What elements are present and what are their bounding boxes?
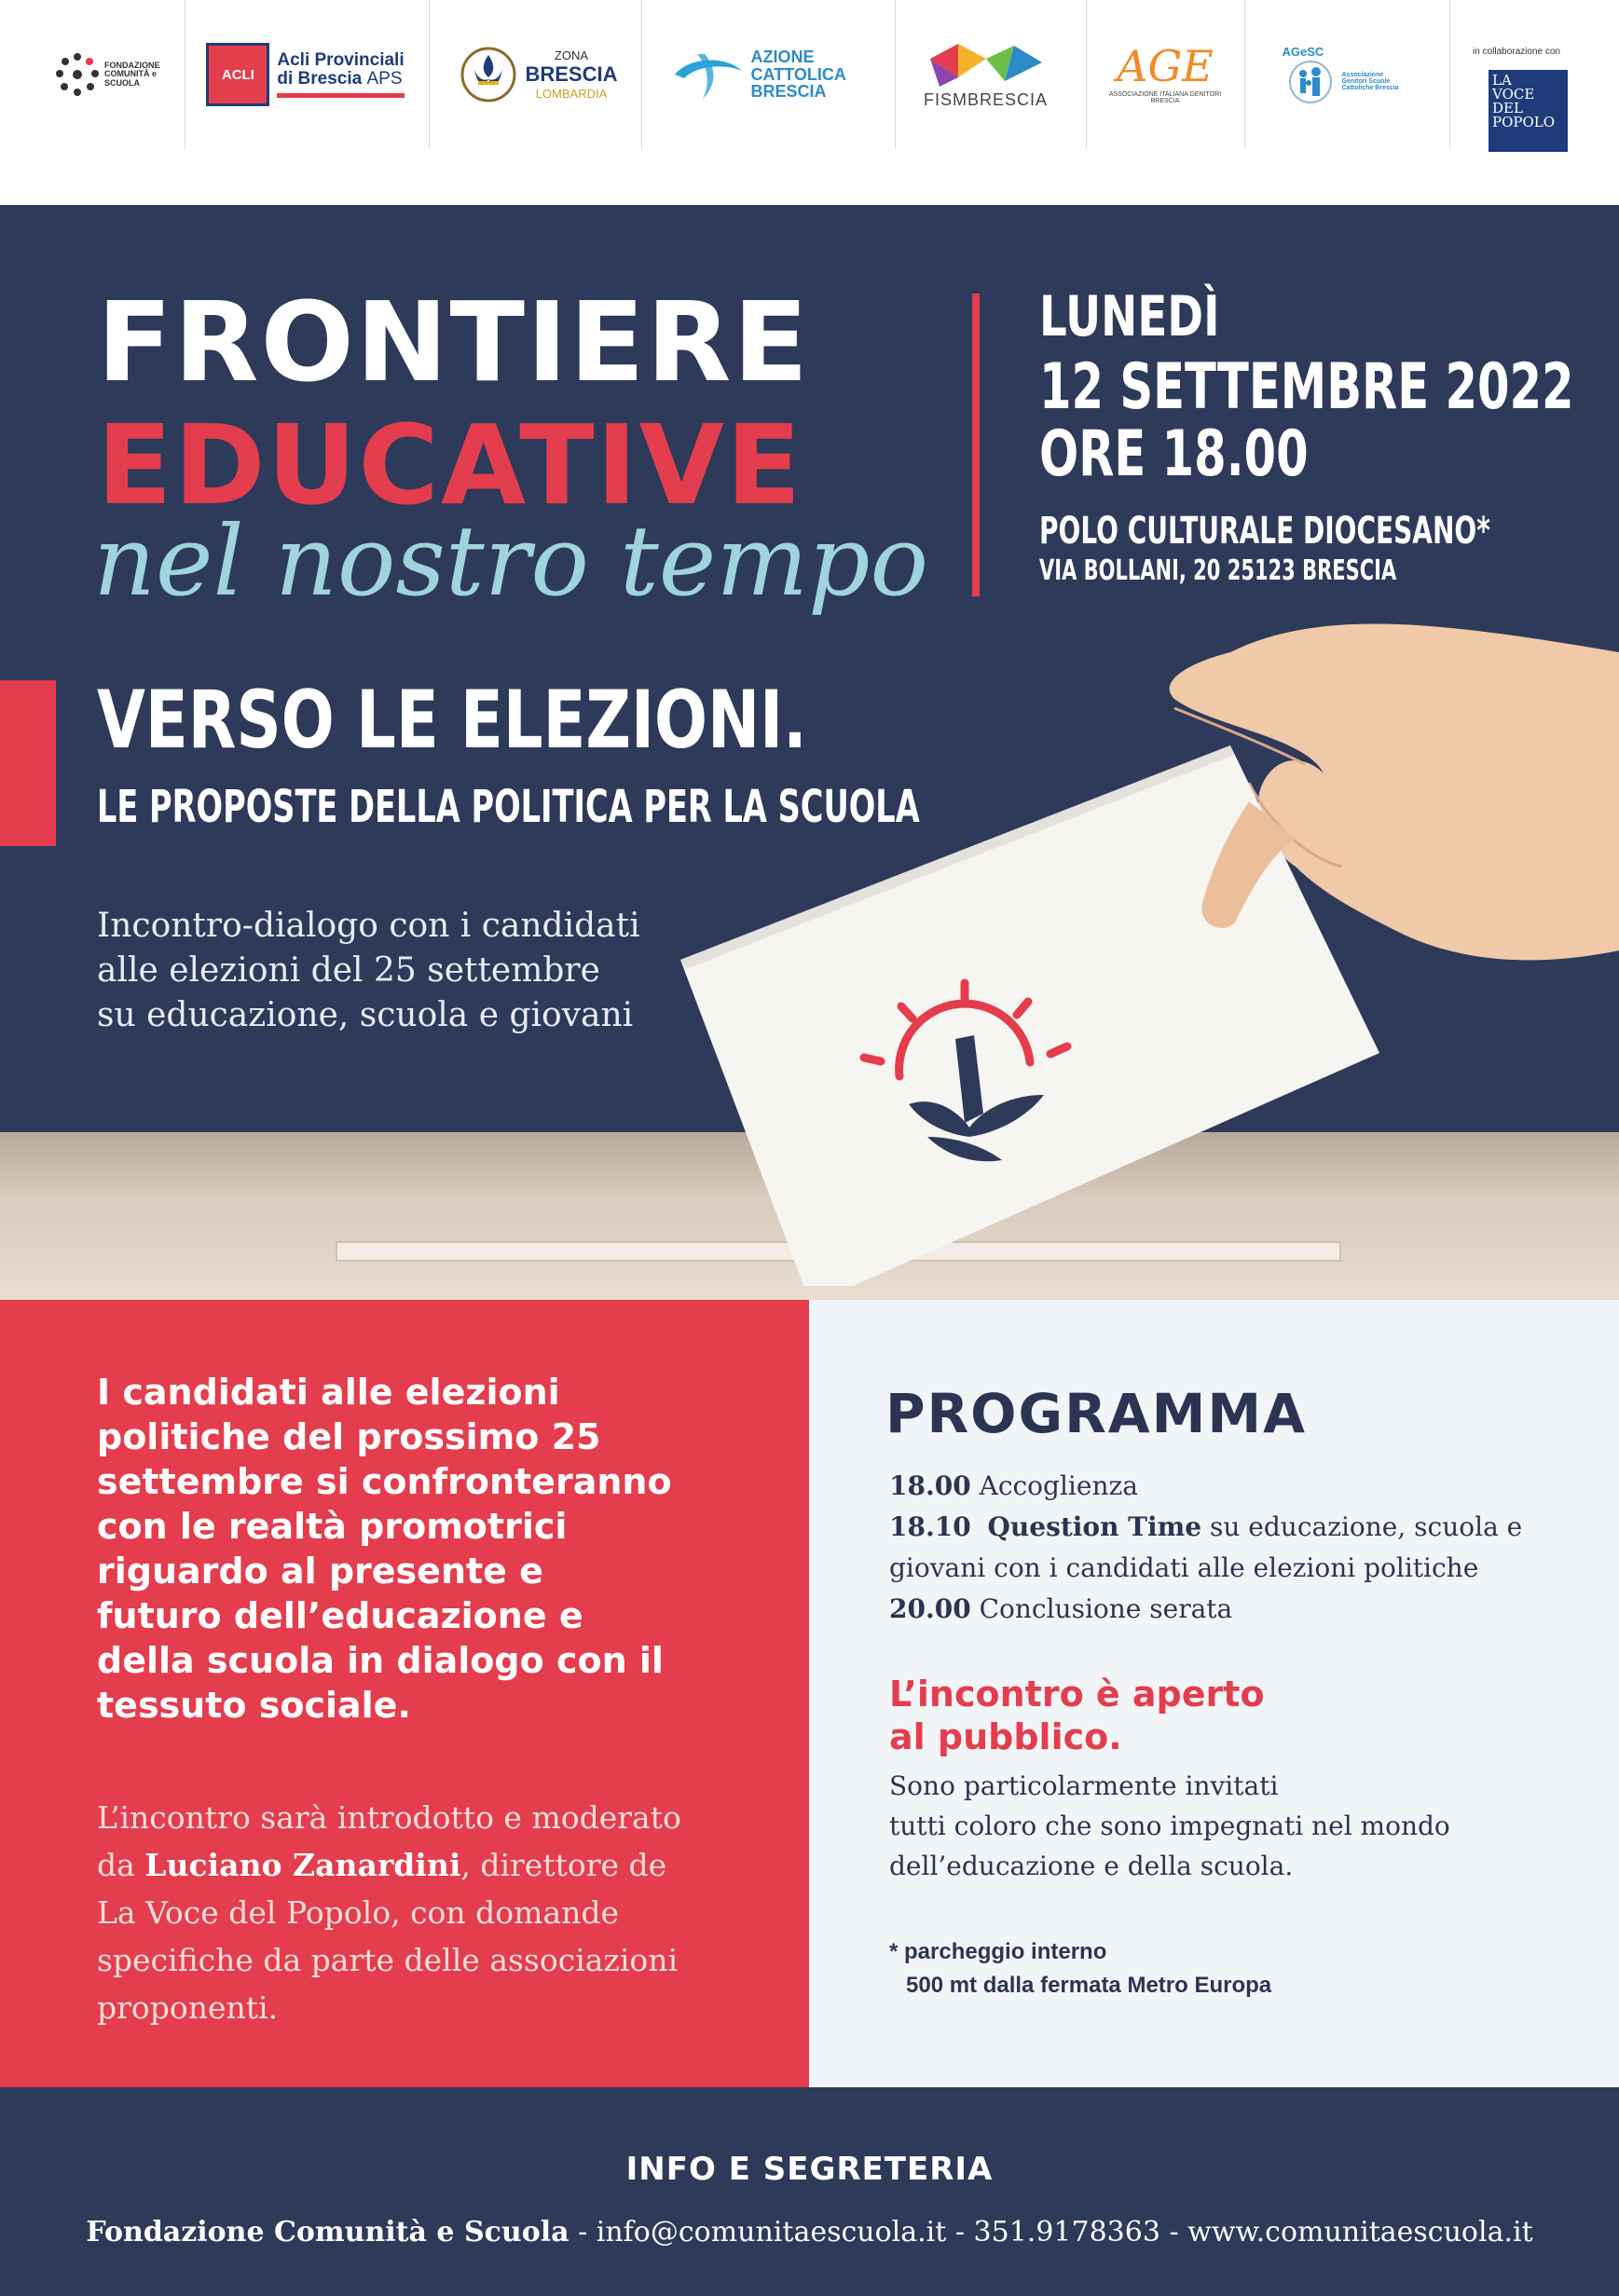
- logo-divider: [429, 0, 430, 149]
- moderator-line: proponenti.: [97, 1989, 279, 2026]
- moderator-text: [97, 1794, 681, 2031]
- acli-underline: [277, 93, 404, 98]
- title-script: nel nostro tempo: [93, 504, 929, 618]
- fondazione-label: FONDAZIONE COMUNITÀ e SCUOLA: [104, 60, 160, 88]
- schedule-highlight: Question Time: [987, 1511, 1202, 1542]
- agesc-label: AGeSC: [1282, 44, 1324, 59]
- agesc-caption: Associazione Genitori Scuole Cattoliche Brescia: [1341, 72, 1399, 91]
- azione-label: AZIONE CATTOLICA BRESCIA: [750, 47, 846, 102]
- moderator-pre: da: [97, 1847, 145, 1883]
- fondazione-logo: [47, 0, 177, 149]
- logo-divider: [641, 0, 642, 149]
- scout-fleur-icon: [460, 46, 517, 103]
- venue-name: POLO CULTURALE DIOCESANO*: [1039, 510, 1490, 553]
- schedule-desc: Accoglienza: [979, 1470, 1138, 1501]
- intro-line: Incontro-dialogo con i candidati: [97, 907, 640, 945]
- invitation-text: [889, 1766, 1450, 1886]
- logo-divider: [895, 0, 896, 149]
- footer-title: INFO E SEGRETERIA: [625, 2151, 994, 2188]
- footer-org: Fondazione Comunità e Scuola: [86, 2216, 569, 2248]
- logo-divider: [1244, 0, 1245, 149]
- candidates-line: con le realtà promotrici: [97, 1506, 568, 1547]
- acli-suffix: APS: [366, 69, 403, 89]
- schedule-desc: su educazione, scuola e: [1210, 1511, 1523, 1542]
- hero-section: [0, 205, 1619, 1300]
- footer-contacts: [0, 2216, 1619, 2248]
- footer: [0, 2087, 1619, 2296]
- scout-city: BRESCIA: [525, 62, 618, 86]
- fondazione-star-icon: [54, 51, 101, 98]
- fism-logo: [909, 0, 1063, 149]
- azione-swoosh-icon: [671, 47, 746, 102]
- right-panel: [809, 1300, 1619, 2087]
- fism-origami-icon: [921, 40, 1051, 90]
- title-divider: [972, 294, 980, 596]
- title-educative: EDUCATIVE: [97, 401, 803, 529]
- schedule-time: 18.10: [889, 1511, 971, 1542]
- schedule-item: [889, 1466, 1522, 1507]
- logo-divider: [1086, 0, 1087, 149]
- voce-word: DEL: [1492, 100, 1523, 116]
- candidates-line: della scuola in dialogo con il: [97, 1640, 664, 1681]
- invitation-line: Sono particolarmente invitati: [889, 1770, 1279, 1801]
- candidates-line: riguardo al presente e: [97, 1551, 543, 1592]
- schedule-item: [889, 1589, 1522, 1630]
- venue-address: VIA BOLLANI, 20 25123 BRESCIA: [1039, 554, 1397, 587]
- azione-cattolica-logo: [657, 0, 876, 149]
- invitation-line: dell’educazione e della scuola.: [889, 1851, 1294, 1881]
- agesc-logo: [1258, 0, 1431, 149]
- voce-del-popolo-logo: [1489, 70, 1568, 152]
- moderator-line: [97, 1841, 681, 1889]
- parking-line: * parcheggio interno: [889, 1939, 1107, 1964]
- schedule-desc-cont: giovani con i candidati alle elezioni politiche: [889, 1552, 1479, 1583]
- subheadline: LE PROPOSTE DELLA POLITICA PER LA SCUOLA: [97, 781, 920, 833]
- title-frontiere: FRONTIERE: [97, 278, 811, 406]
- voce-word: VOCE: [1492, 86, 1535, 102]
- open-line: al pubblico.: [889, 1716, 1122, 1757]
- programma-title: PROGRAMMA: [885, 1382, 1307, 1445]
- moderator-post: , direttore de: [460, 1847, 667, 1883]
- intro-text: [97, 904, 640, 1038]
- footer-contact-details[interactable]: - info@comunitaescuola.it - 351.9178363 - www.comunitaescuola.it: [569, 2216, 1533, 2248]
- acli-logo: [200, 0, 410, 149]
- candidates-line: tessuto sociale.: [97, 1685, 411, 1726]
- scout-zone: ZONA: [554, 48, 589, 62]
- invitation-line: tutti coloro che sono impegnati nel mondo: [889, 1811, 1450, 1841]
- intro-line: su educazione, scuola e giovani: [97, 996, 634, 1034]
- age-caption: ASSOCIAZIONE ITALIANA GENITORI BRESCIA: [1108, 91, 1222, 104]
- age-logo: [1095, 0, 1235, 149]
- moderator-name: Luciano Zanardini: [144, 1847, 461, 1883]
- intro-line: alle elezioni del 25 settembre: [97, 951, 600, 990]
- schedule-time: 18.00: [889, 1470, 971, 1501]
- schedule-desc: Conclusione serata: [979, 1593, 1233, 1624]
- logo-strip: [0, 0, 1619, 205]
- acli-city: di Brescia: [277, 69, 363, 89]
- acli-badge-label: ACLI: [221, 66, 254, 83]
- programma-schedule: [889, 1466, 1522, 1630]
- candidates-line: I candidati alle elezioni: [97, 1372, 560, 1413]
- open-public-heading: [889, 1673, 1265, 1758]
- acli-name: Acli Provinciali: [277, 50, 405, 71]
- candidates-text: [97, 1370, 672, 1728]
- collab-label: in collaborazione con: [1473, 47, 1560, 57]
- candidates-line: politiche del prossimo 25: [97, 1416, 601, 1457]
- open-line: L’incontro è aperto: [889, 1674, 1265, 1715]
- voce-word: LA: [1492, 72, 1512, 89]
- parking-note: [889, 1935, 1271, 2002]
- date-weekday: LUNEDÌ: [1039, 284, 1220, 349]
- moderator-line: La Voce del Popolo, con domande: [97, 1894, 620, 1931]
- candidates-line: futuro dell’educazione e: [97, 1595, 583, 1636]
- scout-region: LOMBARDIA: [535, 87, 608, 101]
- moderator-line: specifiche da parte delle associazioni: [97, 1942, 679, 1978]
- voce-word: POPOLO: [1492, 114, 1556, 130]
- headline-accent: [0, 680, 56, 846]
- acli-badge: [206, 43, 269, 106]
- moderator-line: L’incontro sarà introdotto e moderato: [97, 1799, 681, 1836]
- logo-divider: [1449, 0, 1450, 149]
- fism-label: FISMBRESCIA: [923, 89, 1049, 109]
- date-time: ORE 18.00: [1039, 417, 1309, 491]
- parking-line: 500 mt dalla fermata Metro Europa: [906, 1973, 1272, 1998]
- hand-ballot-illustration: [652, 615, 1619, 1286]
- agesc-family-icon: [1283, 59, 1338, 105]
- age-letters: AGE: [1117, 41, 1214, 91]
- date-day: 12 SETTEMBRE 2022: [1039, 350, 1574, 424]
- schedule-time: 20.00: [889, 1593, 971, 1624]
- left-panel: [0, 1300, 809, 2087]
- schedule-item: [889, 1507, 1522, 1548]
- candidates-line: settembre si confronteranno: [97, 1461, 672, 1502]
- ballot-logo-icon: [844, 974, 1086, 1179]
- headline: VERSO LE ELEZIONI.: [97, 674, 807, 767]
- scout-logo: [446, 0, 632, 149]
